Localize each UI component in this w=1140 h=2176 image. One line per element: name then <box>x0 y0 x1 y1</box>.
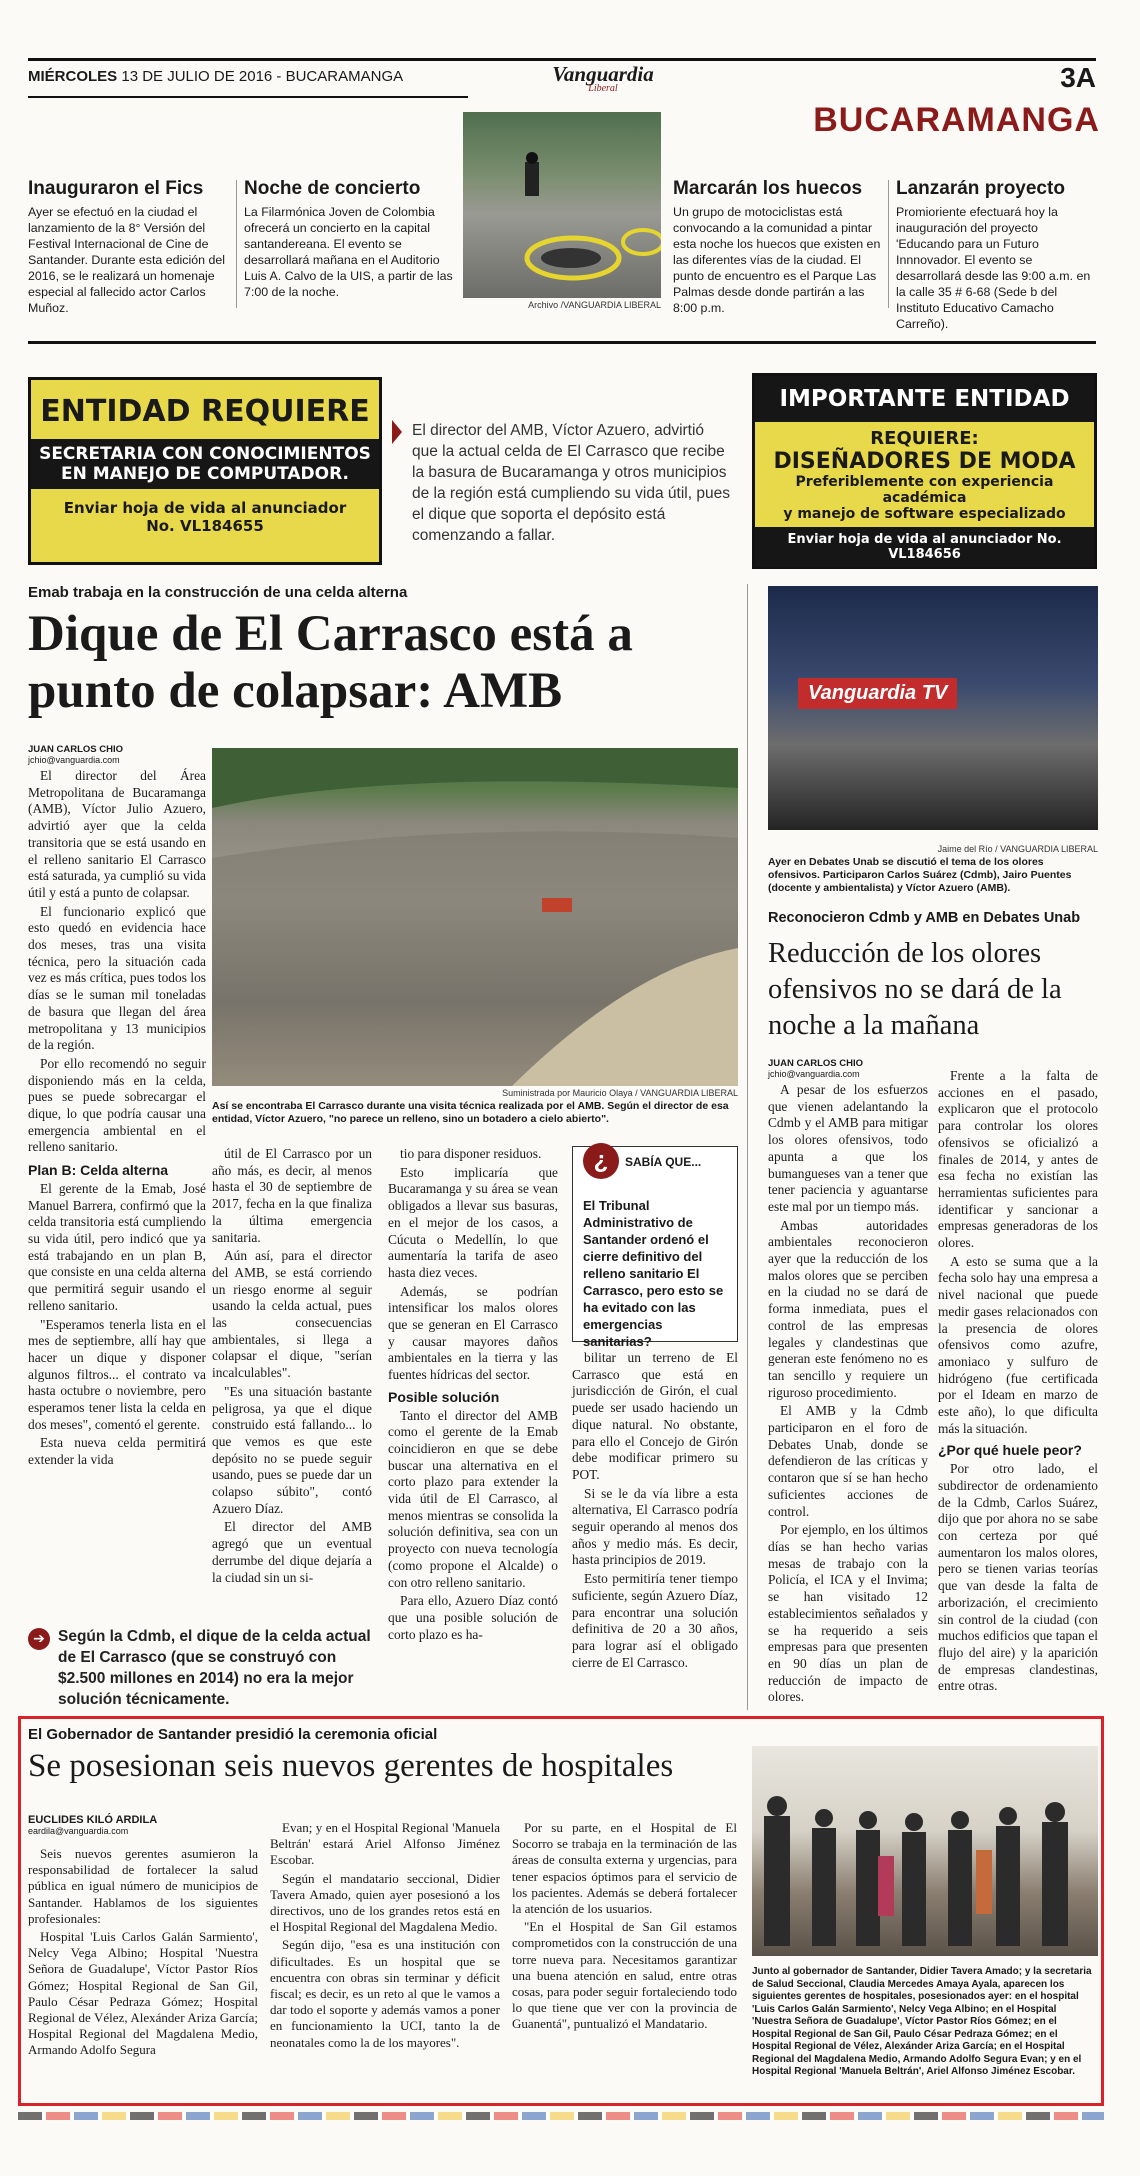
main-col2 <box>212 1146 372 1588</box>
paragraph: Frente a la falta de acciones en el pasado, explicaron que el protocolo para controlar los olores ofensivos se oficializó a finales de 2014, y antes de esa fecha no existían las herramientas suficientes para identificar y sancionar a empresas generadoras de los olores. <box>938 1068 1098 1251</box>
paragraph: Esto permitiría tener tiempo suficiente, según Azuero Díaz, para encontrar una solución definitiva de 20 a 30 años, para lograr así el obligado cierre de El Carrasco. <box>572 1571 738 1670</box>
paragraph: El director del Área Metropolitana de Bucaramanga (AMB), Víctor Julio Azuero, advirtió ayer que la celda transitoria que se está usando en el relleno sanitario El Carrasco está saturada, ya cumplió su vida útil y está a punto de colapsar. <box>28 768 206 900</box>
header-date: 13 DE JULIO DE 2016 - BUCARAMANGA <box>121 68 404 85</box>
ad-title: IMPORTANTE ENTIDAD <box>755 376 1094 422</box>
sabia-body: El Tribunal Administrativo de Santander ordenó el cierre definitivo del relleno sanitario El Carrasco, pero esto se ha evitado con las emergencias sanitarias? <box>583 1198 724 1349</box>
bottom-kicker: El Gobernador de Santander presidió la ceremonia oficial <box>28 1726 438 1743</box>
paragraph: A pesar de los esfuerzos que vienen adelantando la Cdmb y el AMB para mitigar los olores ofensivos, todo apunta a que los bumangueses van a tener que tener paciencia y aguantarse este mal por un tiempo más. <box>768 1082 928 1214</box>
ad-line: Preferiblemente con experiencia académica <box>795 474 1054 506</box>
brief-body: La Filarmónica Joven de Colombia ofrecerá un concierto en la capital santandereana. El evento se desarrollará mañana en el Auditorio Luis A. Calvo de la UIS, a partir de las 7:00 de la noche. <box>244 205 453 299</box>
side-col2 <box>938 1068 1098 1697</box>
paragraph: Tanto el director del AMB como el gerente de la Emab coincidieron en que se debe buscar una alternativa en el corto plazo para extender la vida útil de El Carrasco, al menos mientras se consolida la solución definitiva, sea con un proyecto con nueva tecnología (como propone el Alcalde) o con otro relleno sanitario. <box>388 1407 558 1590</box>
paragraph: Por otro lado, el subdirector de ordenamiento de la Cdmb, Carlos Suárez, dijo que por ahora no se sabe con certeza por qué aumentaron los malos olores, pero se tienen varias teorías que van desde la falta de arborización, el crecimiento sin control de la ciudad (con muchos edificios que tapan el flujo del aire) y la aparición de empresas clandestinas, entre otras. <box>938 1461 1098 1694</box>
sabia-que-box <box>572 1146 738 1349</box>
header-logo: Vanguardia <box>552 62 654 86</box>
callout-arrow-icon: ➔ <box>28 1628 50 1650</box>
brief-body: Promioriente efectuará hoy la inauguración del proyecto 'Educando para un Futuro Innnovador. El evento se desarrollará desde las 9:00 a.m. en la calle 35 # 6-68 (Sede b del Instituto Educativo Camacho Carreño). <box>896 205 1091 331</box>
briefs-bottom-rule <box>28 341 1096 344</box>
paragraph: Aún así, para el director del AMB, se está corriendo un riesgo enorme al seguir usando la celda actual, pues las consecuencias ambientales, si llega a colapsar el dique, "serían incalculables". <box>212 1248 372 1381</box>
brief-photo-credit: Archivo /VANGUARDIA LIBERAL <box>528 300 661 310</box>
brief-title: Marcarán los huecos <box>673 178 863 199</box>
paragraph: Según dijo, "esa es una institución con dificultades. Es un hospital que se encuentra con obras sin terminar y déficit fiscal; es decir, es un reto al que le vamos a dar todo el soporte y además vamos a poner en funcionamiento la UCI, tanto la de neonatales como la de los mayores". <box>270 1937 500 2050</box>
brief-huecos <box>673 178 883 316</box>
paragraph: Ambas autoridades ambientales reconocieron ayer que la reducción de los malos olores que se perciben en la ciudad no se dará de forma inmediata, pues el control de las empresas legales y clandestinas que generan este fenómeno no es tan sencillo y requiere un riguroso procedimiento. <box>768 1217 928 1400</box>
brief-concierto <box>244 178 454 300</box>
bottom-headline: Se posesionan seis nuevos gerentes de hospitales <box>28 1748 674 1784</box>
ad-line: EN MANEJO DE COMPUTADOR. <box>61 464 349 484</box>
main-callout: Según la Cdmb, el dique de la celda actual de El Carrasco (que se construyó con $2.500 millones en 2014) no era la mejor solución técnicamente. <box>58 1628 371 1708</box>
header-rule <box>28 96 468 98</box>
side-byline <box>768 1058 948 1079</box>
brief-photo-motorcycle <box>463 112 661 298</box>
paragraph: Esta nueva celda permitirá extender la vida <box>28 1435 206 1468</box>
paragraph: Seis nuevos gerentes asumieron la responsabilidad de fortalecer la salud pública en igual número de municipios de Santander. Hablamos de los siguientes profesionales: <box>28 1846 258 1926</box>
brief-title: Lanzarán proyecto <box>896 178 1065 199</box>
ad-title: ENTIDAD REQUIERE <box>40 394 370 429</box>
header-logo-sub: Liberal <box>588 83 618 94</box>
paragraph: "Esperamos tenerla lista en el mes de septiembre, allí hay que hacer un dique y disponer algunos filtros... el contrato va hasta octubre o noviembre, pero esperamos tener lista la celda en dos meses", comentó el gerente. <box>28 1316 206 1432</box>
paragraph: Por ejemplo, en los últimos días se han hecho varias mesas de trabajo con la Policía, el ICA y el Invima; se han visitado 12 establecimientos señalados y se ha requerido a seis empresas para que presenten en 90 días un plan de reducción de impacto de olores. <box>768 1522 928 1705</box>
brief-body: Un grupo de motociclistas está convocando a la comunidad a pintar esta noche los huecos que existen en las diferentes vías de la ciudad. El punto de encuentro es el Parque Las Palmas desde donde partirán a las 8:00 p.m. <box>673 205 881 315</box>
subhead: Posible solución <box>388 1388 500 1405</box>
main-headline: Dique de El Carrasco está a punto de colapsar: AMB <box>28 606 633 719</box>
brief-title: Noche de concierto <box>244 178 421 199</box>
paragraph: Además, se podrían intensificar los malos olores que se generan en El Carrasco y causar mayores daños ambientales en la tierra y las fuentes hídricas del sector. <box>388 1283 558 1383</box>
bottom-photo-caption: Junto al gobernador de Santander, Didier Tavera Amado; y la secretaria de Salud Seccional, Claudia Mercedes Amaya Ayala, aparecen los siguientes gerentes de hospitales, posesionados ayer: en el hospital 'Luis Carlos Galán Sarmiento', Nelcy Vega Albino; en el Hospital 'Nuestra Señora de Guadalupe', Víctor Pastor Ríos Gómez; en el Hospital Regional de San Gil, Paulo César Pedraza Gómez; en el Hospital Regional de Vélez, Alexánder Ariza García; en el Hospital Regional del Magdalena Medio, Armando Adolfo Segura Evan; y en el Hospital Regional 'Manuela Beltrán', Ariel Alfonso Jiménez Escobar. <box>752 1966 1092 2077</box>
paragraph: Hospital 'Luis Carlos Galán Sarmiento', Nelcy Vega Albino; Hospital 'Nuestra Señora de Guadalupe', Víctor Pastor Ríos Gómez; Hospital Regional de San Gil, Paulo César Pedraza Gómez; Hospital Regional de Vélez, Alexánder Ariza García; Hospital Regional del Magdalena Medio, Armando Adolfo Segura <box>28 1929 258 2058</box>
bottom-col3 <box>512 1820 737 2035</box>
paragraph: Por ello recomendó no seguir disponiendo más en la celda, pues se puede sobrecargar el dique, lo que podría causar una emergencia ambiental en el relleno sanitario. <box>28 1055 206 1155</box>
photo-debates-unab <box>768 586 1098 830</box>
road-hole-icon <box>463 112 661 298</box>
brief-body: Ayer se efectuó en la ciudad el lanzamiento de la 8° Versión del Festival Internacional de Cine de Santander. Durante esta edición del 2016, se le realizará un homenaje especial al fallecido actor Carlos Muñoz. <box>28 205 226 315</box>
ad-line: y manejo de software especializado <box>783 506 1066 522</box>
paragraph: A esto se suma que a la fecha solo hay una empresa a nivel nacional que puede medir gases relacionados con la presencia de olores ofensivos como azufre, amoniaco y sulfuro de hidrógeno (fue certificada por el Ideam en marzo de este año), lo que dificulta más la situación. <box>938 1253 1098 1436</box>
ad-line: Enviar hoja de vida al anunciador <box>63 499 347 517</box>
author-email: eardila@vanguardia.com <box>28 1826 129 1836</box>
side-headline: Reducción de los olores ofensivos no se dará de la noche a la mañana <box>768 938 1062 1041</box>
pull-quote: El director del AMB, Víctor Azuero, advirtió que la actual celda de El Carrasco que recibe la basura de Bucaramanga y otros municipios de la región está cumpliendo su vida útil, pues el dique que soporta el depósito está comenzando a fallar. <box>412 422 730 544</box>
subhead: Plan B: Celda alterna <box>28 1162 169 1179</box>
footer-color-strip <box>18 2112 1104 2120</box>
ad-line: SECRETARIA CON CONOCIMIENTOS <box>39 444 371 464</box>
paragraph: El AMB y la Cdmb participaron en el foro de Debates Unab, donde se defendieron de las críticas y contaron que sí se han hecho suficientes acciones de control. <box>768 1403 928 1519</box>
brief-proyecto <box>896 178 1096 332</box>
pull-quote-arrow <box>392 420 402 444</box>
paragraph: Según el mandatario seccional, Didier Tavera Amado, quien ayer posesionó a los directivos, uno de los grandes retos está en el Hospital Regional del Magdalena Medio. <box>270 1870 500 1935</box>
main-photo-caption: Así se encontraba El Carrasco durante una visita técnica realizada por el AMB. Según el director de esa entidad, Víctor Azuero, "no parece un relleno, sino un botadero a cielo abierto". <box>212 1100 729 1125</box>
paragraph: "En el Hospital de San Gil estamos comprometidos con la construcción de una torre nueva para. Necesitamos garantizar una buena atención en salud, entre otras cosas, para poder seguir fortaleciendo todo lo que tiene que ver con la provincia de Guanentá", puntualizó el Mandatario. <box>512 1919 737 2032</box>
author-name: JUAN CARLOS CHIO <box>768 1058 864 1069</box>
classified-ad-disenadores <box>752 373 1097 569</box>
sabia-title: SABÍA QUE... <box>625 1155 702 1169</box>
author-email: jchio@vanguardia.com <box>768 1069 860 1079</box>
main-col4 <box>572 1350 738 1673</box>
paragraph: Si se le da vía libre a esta alternativa, El Carrasco podría seguir operando al menos dos años y medio más. Es decir, hasta principios de 2019. <box>572 1485 738 1568</box>
paragraph: El funcionario explicó que esto quedó en evidencia hace dos meses, tras una visita técnica, pero la situación cada vez es más crítica, pues todos los días se le suman mil toneladas de basura que llegan del área metropolitana y 13 municipios de la región. <box>28 903 206 1053</box>
brief-fics <box>28 178 233 316</box>
ad-line: REQUIERE: <box>870 428 979 449</box>
column-divider <box>747 584 748 1710</box>
brief-divider <box>236 180 237 308</box>
ad-line: DISEÑADORES DE MODA <box>773 449 1076 474</box>
paragraph: Evan; y en el Hospital Regional 'Manuela Beltrán' estará Ariel Alfonso Jiménez Escobar. <box>270 1820 500 1868</box>
ad-line: No. VL184655 <box>146 517 264 535</box>
paragraph: "Es una situación bastante peligrosa, ya que el dique construido está fallando... lo que vemos es que este depósito no se puede seguir usando, pues se puede dar un colapso súbito", contó Azuero Díaz. <box>212 1383 372 1516</box>
main-photo-credit: Suministrada por Mauricio Olaya / VANGUARDIA LIBERAL <box>502 1088 738 1098</box>
page-number: 3A <box>1060 62 1096 93</box>
side-photo-credit: Jaime del Río / VANGUARDIA LIBERAL <box>937 844 1098 854</box>
brief-divider <box>888 180 889 308</box>
paragraph: útil de El Carrasco por un año más, es decir, al menos hasta el 30 de septiembre de 2017, fecha en la que finaliza la última emergencia sanitaria. <box>212 1146 372 1245</box>
side-col1 <box>768 1082 928 1708</box>
subhead: ¿Por qué huele peor? <box>938 1442 1082 1459</box>
header-day: MIÉRCOLES <box>28 68 118 85</box>
header-top-rule <box>28 58 1096 61</box>
paragraph: El gerente de la Emab, José Manuel Barrera, confirmó que la celda transitoria está cumpliendo su vida útil, pero indicó que ya está trabajando en un plan B, que consiste en una celda alterna que permitirá seguir usando el relleno sanitario. <box>28 1180 206 1313</box>
author-name: JUAN CARLOS CHIO <box>28 744 124 755</box>
side-kicker: Reconocieron Cdmb y AMB en Debates Unab <box>768 910 1081 926</box>
side-photo-caption: Ayer en Debates Unab se discutió el tema de los olores ofensivos. Participaron Carlos Suárez (Cdmb), Jairo Puentes (docente y ambientalista) y Víctor Azuero (AMB). <box>768 856 1072 894</box>
photo-el-carrasco <box>212 748 738 1086</box>
classified-ad-secretaria <box>28 377 382 565</box>
paragraph: Esto implicaría que Bucaramanga y su área se vean obligados a llevar sus basuras, en el mejor de los casos, a Cúcuta o Medellín, lo que aumentaría la tarifa de aseo hasta diez veces. <box>388 1164 558 1280</box>
bottom-col1 <box>28 1846 258 2061</box>
author-email: jchio@vanguardia.com <box>28 755 120 765</box>
landfill-illustration <box>212 748 738 1086</box>
brief-title: Inauguraron el Fics <box>28 178 204 199</box>
paragraph: Por su parte, en el Hospital de El Socorro se trabaja en la terminación de las áreas de consulta externa y urgencias, para tener espacios óptimos para el servicio de los pacientes. Además se deberá fortalecer la atención de los usuarios. <box>512 1820 737 1917</box>
ad-line: Enviar hoja de vida al anunciador No. VL184656 <box>755 527 1094 567</box>
photo-hospital-managers <box>752 1746 1098 1956</box>
main-kicker: Emab trabaja en la construcción de una celda alterna <box>28 584 408 601</box>
main-col3 <box>388 1146 558 1645</box>
bottom-byline <box>28 1814 248 1836</box>
paragraph: El director del AMB agregó que un eventual derrumbe del dique dejaría a la ciudad sin un si- <box>212 1519 372 1585</box>
paragraph: Para ello, Azuero Díaz contó que una posible solución de corto plazo es ha- <box>388 1593 558 1642</box>
info-icon: ¿ <box>583 1143 619 1179</box>
main-col1 <box>28 768 206 1471</box>
bottom-col2 <box>270 1820 500 2053</box>
paragraph: bilitar un terreno de El Carrasco que está en jurisdicción de Girón, el cual puede ser usado haciendo un dique natural. No obstante, para ello el Concejo de Girón debe modificar primero su POT. <box>572 1350 738 1482</box>
people-group-illustration <box>752 1746 1098 1956</box>
main-byline <box>28 744 208 765</box>
paragraph: tio para disponer residuos. <box>400 1146 542 1161</box>
tv-logo: Vanguardia TV <box>798 678 957 709</box>
page-header <box>28 58 1096 98</box>
section-title: BUCARAMANGA <box>813 101 1100 139</box>
author-name: EUCLIDES KILÓ ARDILA <box>28 1814 158 1826</box>
